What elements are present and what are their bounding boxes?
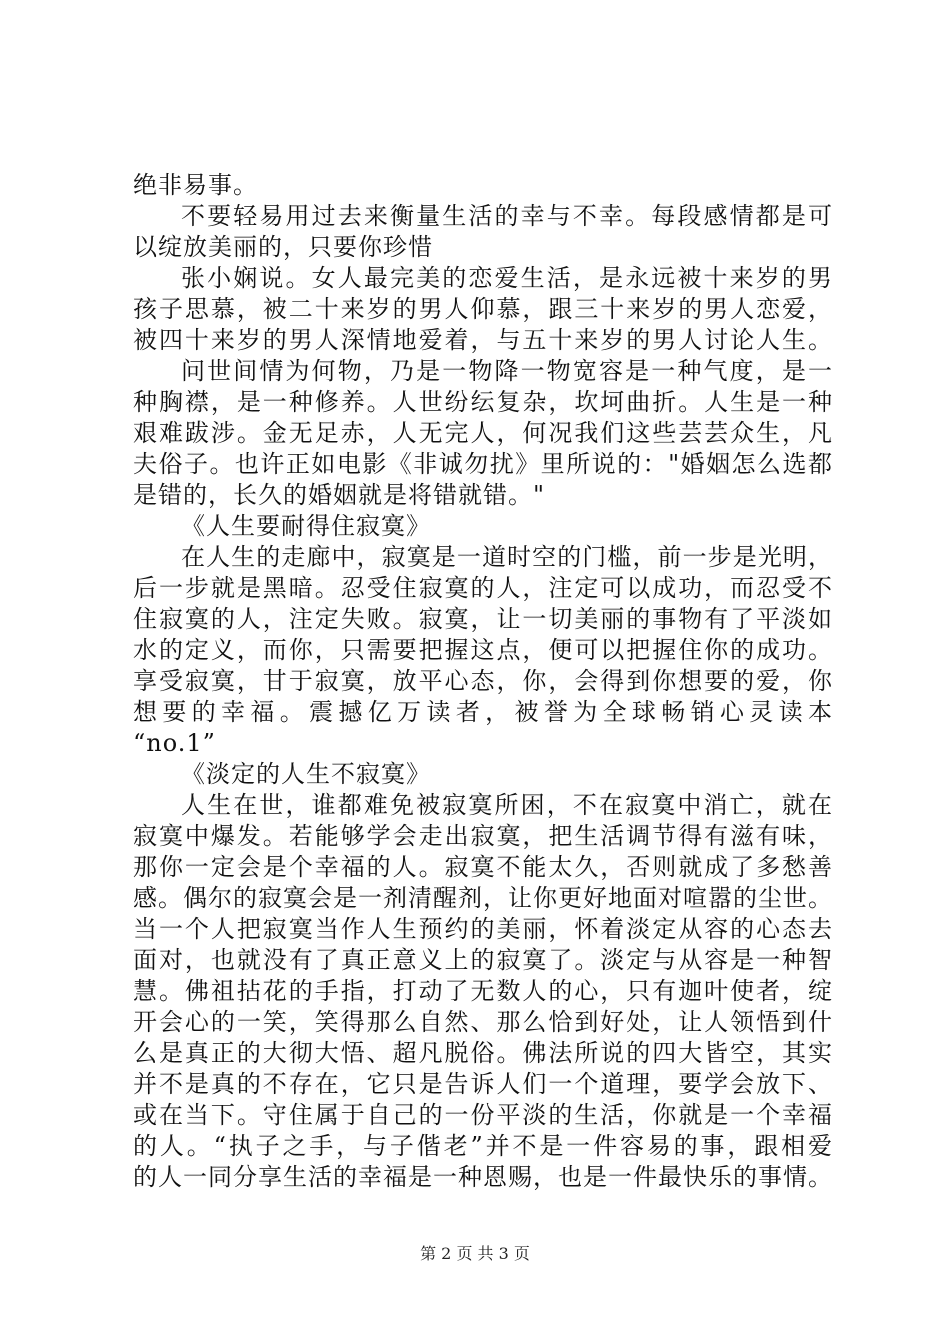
text-line: 的人一同分享生活的幸福是一种恩赐，也是一件最快乐的事情。 — [133, 1163, 833, 1191]
text-line: 问世间情为何物，乃是一物降一物宽容是一种气度，是一 — [181, 357, 833, 385]
text-line: 面对，也就没有了真正意义上的寂寞了。淡定与从容是一种智 — [133, 946, 833, 974]
text-line: 种胸襟，是一种修养。人世纷纭复杂，坎坷曲折。人生是一种 — [133, 388, 833, 416]
text-line: 不要轻易用过去来衡量生活的幸与不幸。每段感情都是可 — [181, 202, 833, 230]
text-line: 感。偶尔的寂寞会是一剂清醒剂，让你更好地面对喧嚣的尘世。 — [133, 884, 833, 912]
text-line: 或在当下。守住属于自己的一份平淡的生活，你就是一个幸福 — [133, 1101, 833, 1129]
text-line: 么是真正的大彻大悟、超凡脱俗。佛法所说的四大皆空，其实 — [133, 1039, 833, 1067]
text-line: 慧。佛祖拈花的手指，打动了无数人的心，只有迦叶使者，绽 — [133, 977, 833, 1005]
document-body — [133, 170, 833, 1193]
text-line: 当一个人把寂寞当作人生预约的美丽，怀着淡定从容的心态去 — [133, 915, 833, 943]
text-line: 以绽放美丽的，只要你珍惜 — [133, 233, 433, 261]
text-line: 那你一定会是个幸福的人。寂寞不能太久，否则就成了多愁善 — [133, 853, 833, 881]
text-line: 被四十来岁的男人深情地爱着，与五十来岁的男人讨论人生。 — [133, 326, 833, 354]
text-line: 张小娴说。女人最完美的恋爱生活，是永远被十来岁的男 — [181, 264, 833, 292]
text-line: “no.1” — [133, 729, 216, 757]
text-line: 夫俗子。也许正如电影《非诚勿扰》里所说的："婚姻怎么选都 — [133, 450, 833, 478]
text-line: 并不是真的不存在，它只是告诉人们一个道理，要学会放下、 — [133, 1070, 833, 1098]
text-line: 艰难跋涉。金无足赤，人无完人，何况我们这些芸芸众生，凡 — [133, 419, 833, 447]
text-line: 人生在世，谁都难免被寂寞所困，不在寂寞中消亡，就在 — [181, 791, 833, 819]
text-line: 寂寞中爆发。若能够学会走出寂寞，把生活调节得有滋有味， — [133, 822, 833, 850]
text-line: 开会心的一笑，笑得那么自然、那么恰到好处，让人领悟到什 — [133, 1008, 833, 1036]
page-footer: 第 2 页 共 3 页 — [420, 1244, 530, 1263]
text-line: 《人生要耐得住寂寞》 — [181, 512, 431, 540]
text-line: 在人生的走廊中，寂寞是一道时空的门槛，前一步是光明， — [181, 543, 833, 571]
text-line: 《淡定的人生不寂寞》 — [181, 760, 431, 788]
text-line: 想要的幸福。震撼亿万读者，被誉为全球畅销心灵读本 — [133, 698, 833, 726]
text-line: 的人。“执子之手，与子偕老”并不是一件容易的事，跟相爱 — [133, 1132, 833, 1160]
text-line: 后一步就是黑暗。忍受住寂寞的人，注定可以成功，而忍受不 — [133, 574, 833, 602]
text-line: 水的定义，而你，只需要把握这点，便可以把握住你的成功。 — [133, 636, 833, 664]
text-line: 住寂寞的人，注定失败。寂寞，让一切美丽的事物有了平淡如 — [133, 605, 833, 633]
text-line: 是错的，长久的婚姻就是将错就错。" — [133, 481, 546, 509]
text-line: 孩子思慕，被二十来岁的男人仰慕，跟三十来岁的男人恋爱， — [133, 295, 833, 323]
text-line: 绝非易事。 — [133, 171, 258, 199]
text-line: 享受寂寞，甘于寂寞，放平心态，你，会得到你想要的爱，你 — [133, 667, 833, 695]
